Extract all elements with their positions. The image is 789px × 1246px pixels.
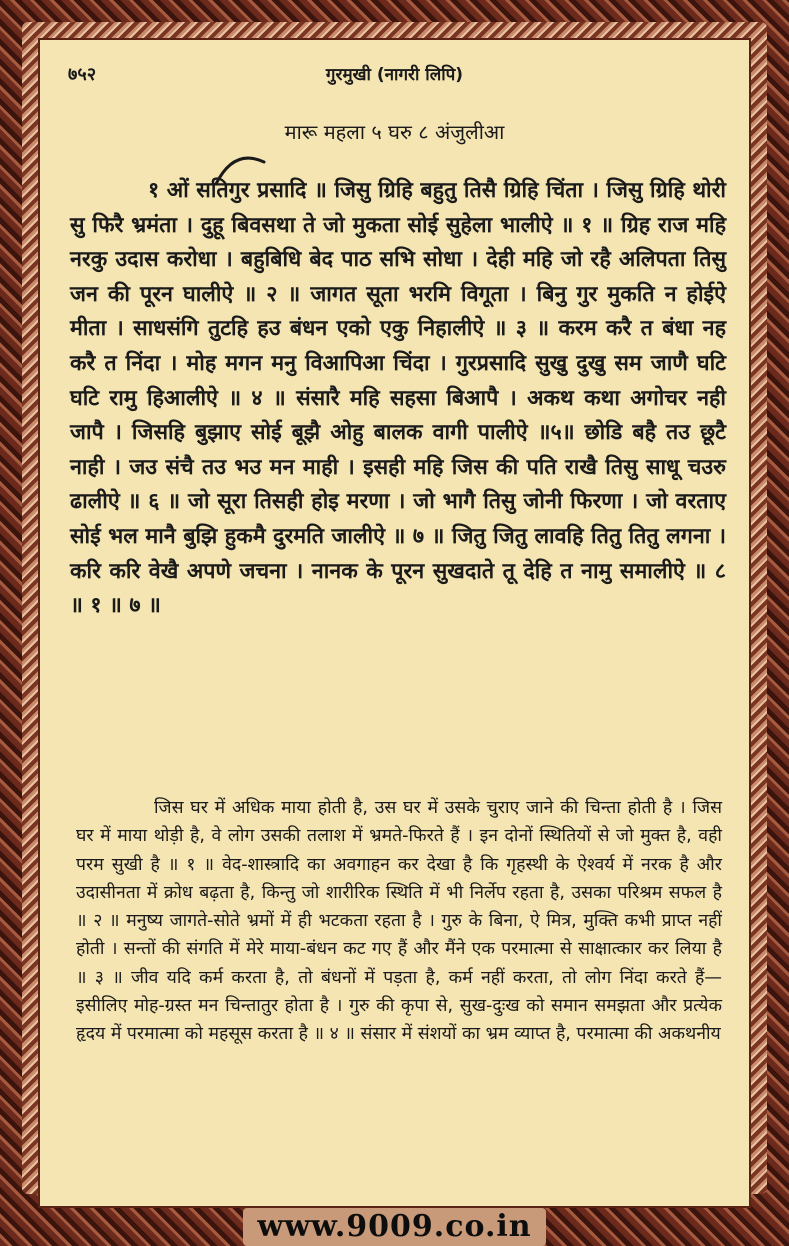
shabad-title: मारू महला ५ घरु ८ अंजुलीआ	[284, 120, 505, 144]
gurbani-text	[70, 174, 726, 624]
page-header	[40, 62, 749, 92]
website-link[interactable]: www.9009.co.in	[243, 1208, 545, 1246]
book-title: गुरमुखी (नागरी लिपि)	[325, 65, 464, 85]
book-page	[38, 38, 751, 1208]
footer	[0, 1208, 789, 1246]
translation-paragraph: जिस घर में अधिक माया होती है, उस घर में उसके चुराए जाने की चिन्ता होती है । जिस घर में माया थोड़ी है, वे लोग उसकी तलाश में भ्रमते-फिरते हैं । इन दोनों स्थितियों से जो मुक्त है, वही परम सुखी है ॥ १ ॥ वेद-शास्त्रादि का अवगाहन कर देखा है कि गृहस्थी के ऐश्वर्य में नरक है और उदासीनता में क्रोध बढ़ता है, किन्तु जो शारीरिक स्थिति में भी निर्लेप रहता है, उसका परिश्रम सफल है ॥ २ ॥ मनुष्य जागते-सोते भ्रमों में ही भटकता रहता है । गुरु के बिना, ऐ मित्र, मुक्ति कभी प्राप्त नहीं होती । सन्तों की संगति में मेरे माया-बंधन कट गए हैं और मैंने एक परमात्मा से साक्षात्कार कर लिया है ॥ ३ ॥ जीव यदि कर्म करता है, तो बंधनों में पड़ता है, कर्म नहीं करता, तो लोग निंदा करते हैं— इसीलिए मोह-ग्रस्त मन चिन्तातुर होता है । गुरु की कृपा से, सुख-दुःख को समान समझता और प्रत्येक हृदय में परमात्मा को महसूस करता है ॥ ४ ॥ संसार में संशयों का भ्रम व्याप्त है, परमात्मा की अकथनीय	[76, 798, 722, 1045]
hindi-translation	[76, 794, 722, 1049]
gurbani-paragraph: १ ओं सतिगुर प्रसादि ॥ जिसु ग्रिहि बहुतु तिसै ग्रिहि चिंता । जिसु ग्रिहि थोरी सु फिरै भ्रमंता । दुहू बिवसथा ते जो मुकता सोई सुहेला भालीऐ ॥ १ ॥ ग्रिह राज महि नरकु उदास करोधा । बहुबिधि बेद पाठ सभि सोधा । देही महि जो रहै अलिपता तिसु जन की पूरन घालीऐ ॥ २ ॥ जागत सूता भरमि विगूता । बिनु गुर मुकति न होईऐ मीता । साधसंगि तुटहि हउ बंधन एको एकु निहालीऐ ॥ ३ ॥ करम करै त बंधा नह करै त निंदा । मोह मगन मनु विआपिआ चिंदा । गुरप्रसादि सुखु दुखु सम जाणै घटि घटि रामु हिआलीऐ ॥ ४ ॥ संसारै महि सहसा बिआपै । अकथ कथा अगोचर नही जापै । जिसहि बुझाए सोई बूझै ओहु बालक वागी पालीऐ ॥५॥ छोडि बहै तउ छूटै नाही । जउ संचै तउ भउ मन माही । इसही महि जिस की पति राखै तिसु साधू चउरु ढालीऐ ॥ ६ ॥ जो सूरा तिसही होइ मरणा । जो भागै तिसु जोनी फिरणा । जो वरताए सोई भल मानै बुझि हुकमै दुरमति जालीऐ ॥ ७ ॥ जितु जितु लावहि तितु तितु लगना । करि करि वेखै अपणे जचना । नानक के पूरन सुखदाते तू देहि त नामु समालीऐ ॥ ८ ॥ १ ॥ ७ ॥	[70, 178, 726, 619]
page-number: ७५२	[68, 64, 97, 85]
